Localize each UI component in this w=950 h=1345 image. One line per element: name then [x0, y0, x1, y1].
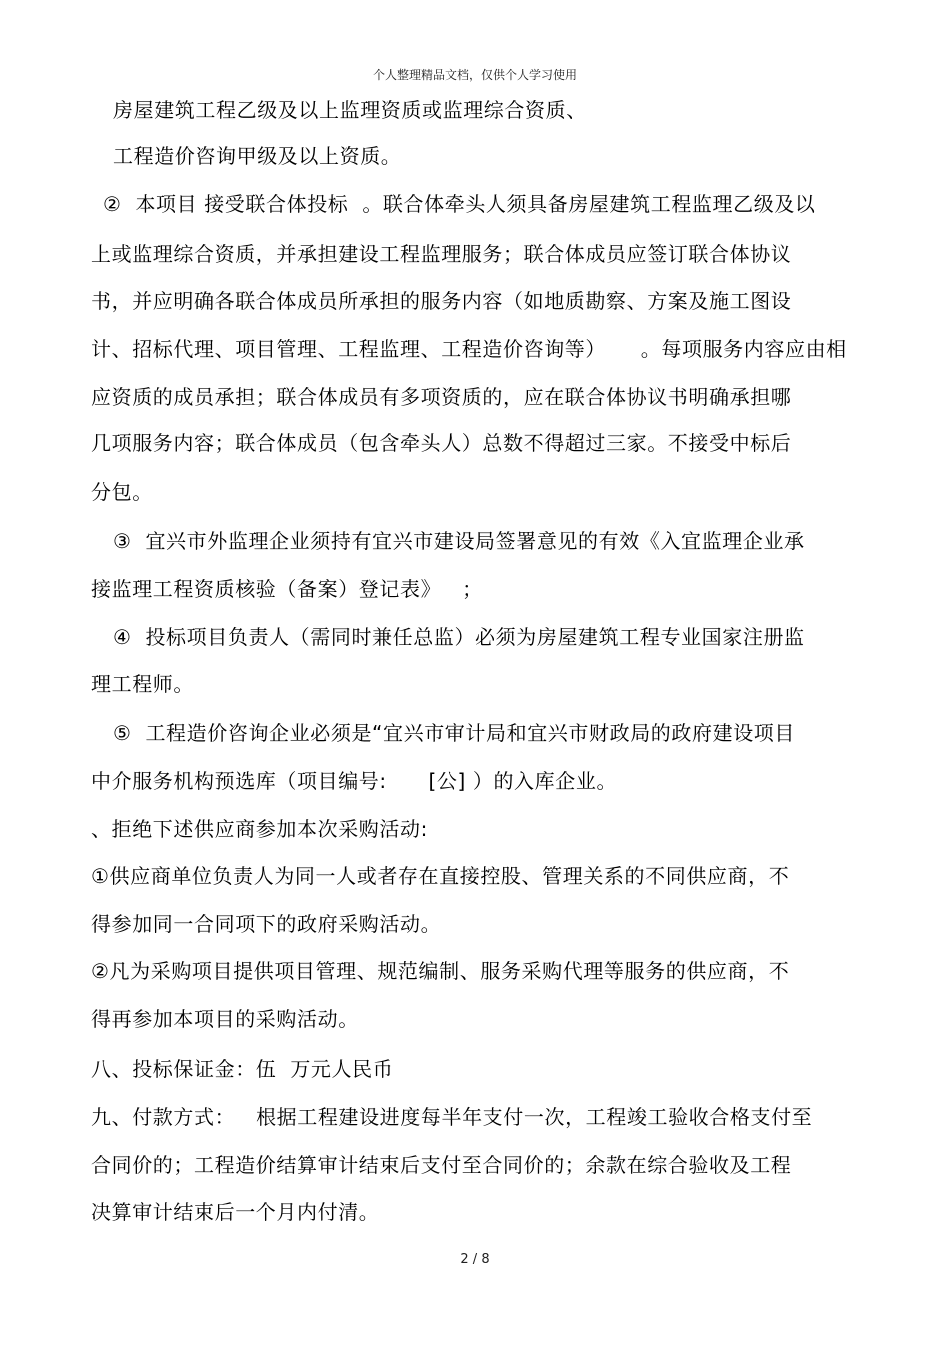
text-line: 分包。 — [91, 480, 153, 504]
text-line: 应资质的成员承担；联合体成员有多项资质的，应在联合体协议书明确承担哪 — [91, 385, 792, 409]
text-line: ③ 宜兴市外监理企业须持有宜兴市建设局签署意见的有效《入宜监理企业承 — [113, 529, 805, 553]
text-line: 九、付款方式： 根据工程建设进度每半年支付一次，工程竣工验收合格支付至 — [91, 1105, 813, 1129]
text-line: 决算审计结束后一个月内付清。 — [91, 1200, 380, 1224]
text-line: 计、招标代理、项目管理、工程监理、工程造价咨询等） 。每项服务内容应由相 — [91, 337, 847, 361]
text-line: 上或监理综合资质，并承担建设工程监理服务；联合体成员应签订联合体协议 — [91, 242, 792, 266]
page-header: 个人整理精品文档，仅供个人学习使用 — [372, 68, 577, 82]
text-line: 八、投标保证金：伍 万元人民币 — [91, 1057, 394, 1081]
text-line: ② 本项目 接受联合体投标 。联合体牵头人须具备房屋建筑工程监理乙级及以 — [103, 192, 816, 216]
text-line: ②凡为采购项目提供项目管理、规范编制、服务采购代理等服务的供应商，不 — [91, 959, 790, 983]
text-line: 中介服务机构预选库（项目编号: [公] ）的入库企业。 — [91, 769, 618, 793]
text-line: 书，并应明确各联合体成员所承担的服务内容（如地质勘察、方案及施工图设 — [91, 289, 792, 313]
text-line: 合同价的；工程造价结算审计结束后支付至合同价的；余款在综合验收及工程 — [91, 1153, 792, 1177]
text-line: ⑤ 工程造价咨询企业必须是“宜兴市审计局和宜兴市财政局的政府建设项目 — [113, 721, 796, 745]
text-line: 得再参加本项目的采购活动。 — [91, 1007, 359, 1031]
text-line: 房屋建筑工程乙级及以上监理资质或监理综合资质、 — [113, 98, 587, 122]
text-line: ①供应商单位负责人为同一人或者存在直接控股、管理关系的不同供应商，不 — [91, 864, 790, 888]
text-line: 理工程师。 — [91, 672, 194, 696]
text-line: 得参加同一合同项下的政府采购活动。 — [91, 912, 442, 936]
text-line: 几项服务内容；联合体成员（包含牵头人）总数不得超过三家。不接受中标后 — [91, 431, 792, 455]
text-line: ④ 投标项目负责人（需同时兼任总监）必须为房屋建筑工程专业国家注册监 — [113, 625, 805, 649]
text-line: 工程造价咨询甲级及以上资质。 — [113, 144, 402, 168]
page-number: 2 / 8 — [460, 1252, 490, 1267]
text-line: 接监理工程资质核验（备案）登记表》 ； — [91, 577, 483, 601]
text-line: 、拒绝下述供应商参加本次采购活动: — [91, 817, 428, 841]
